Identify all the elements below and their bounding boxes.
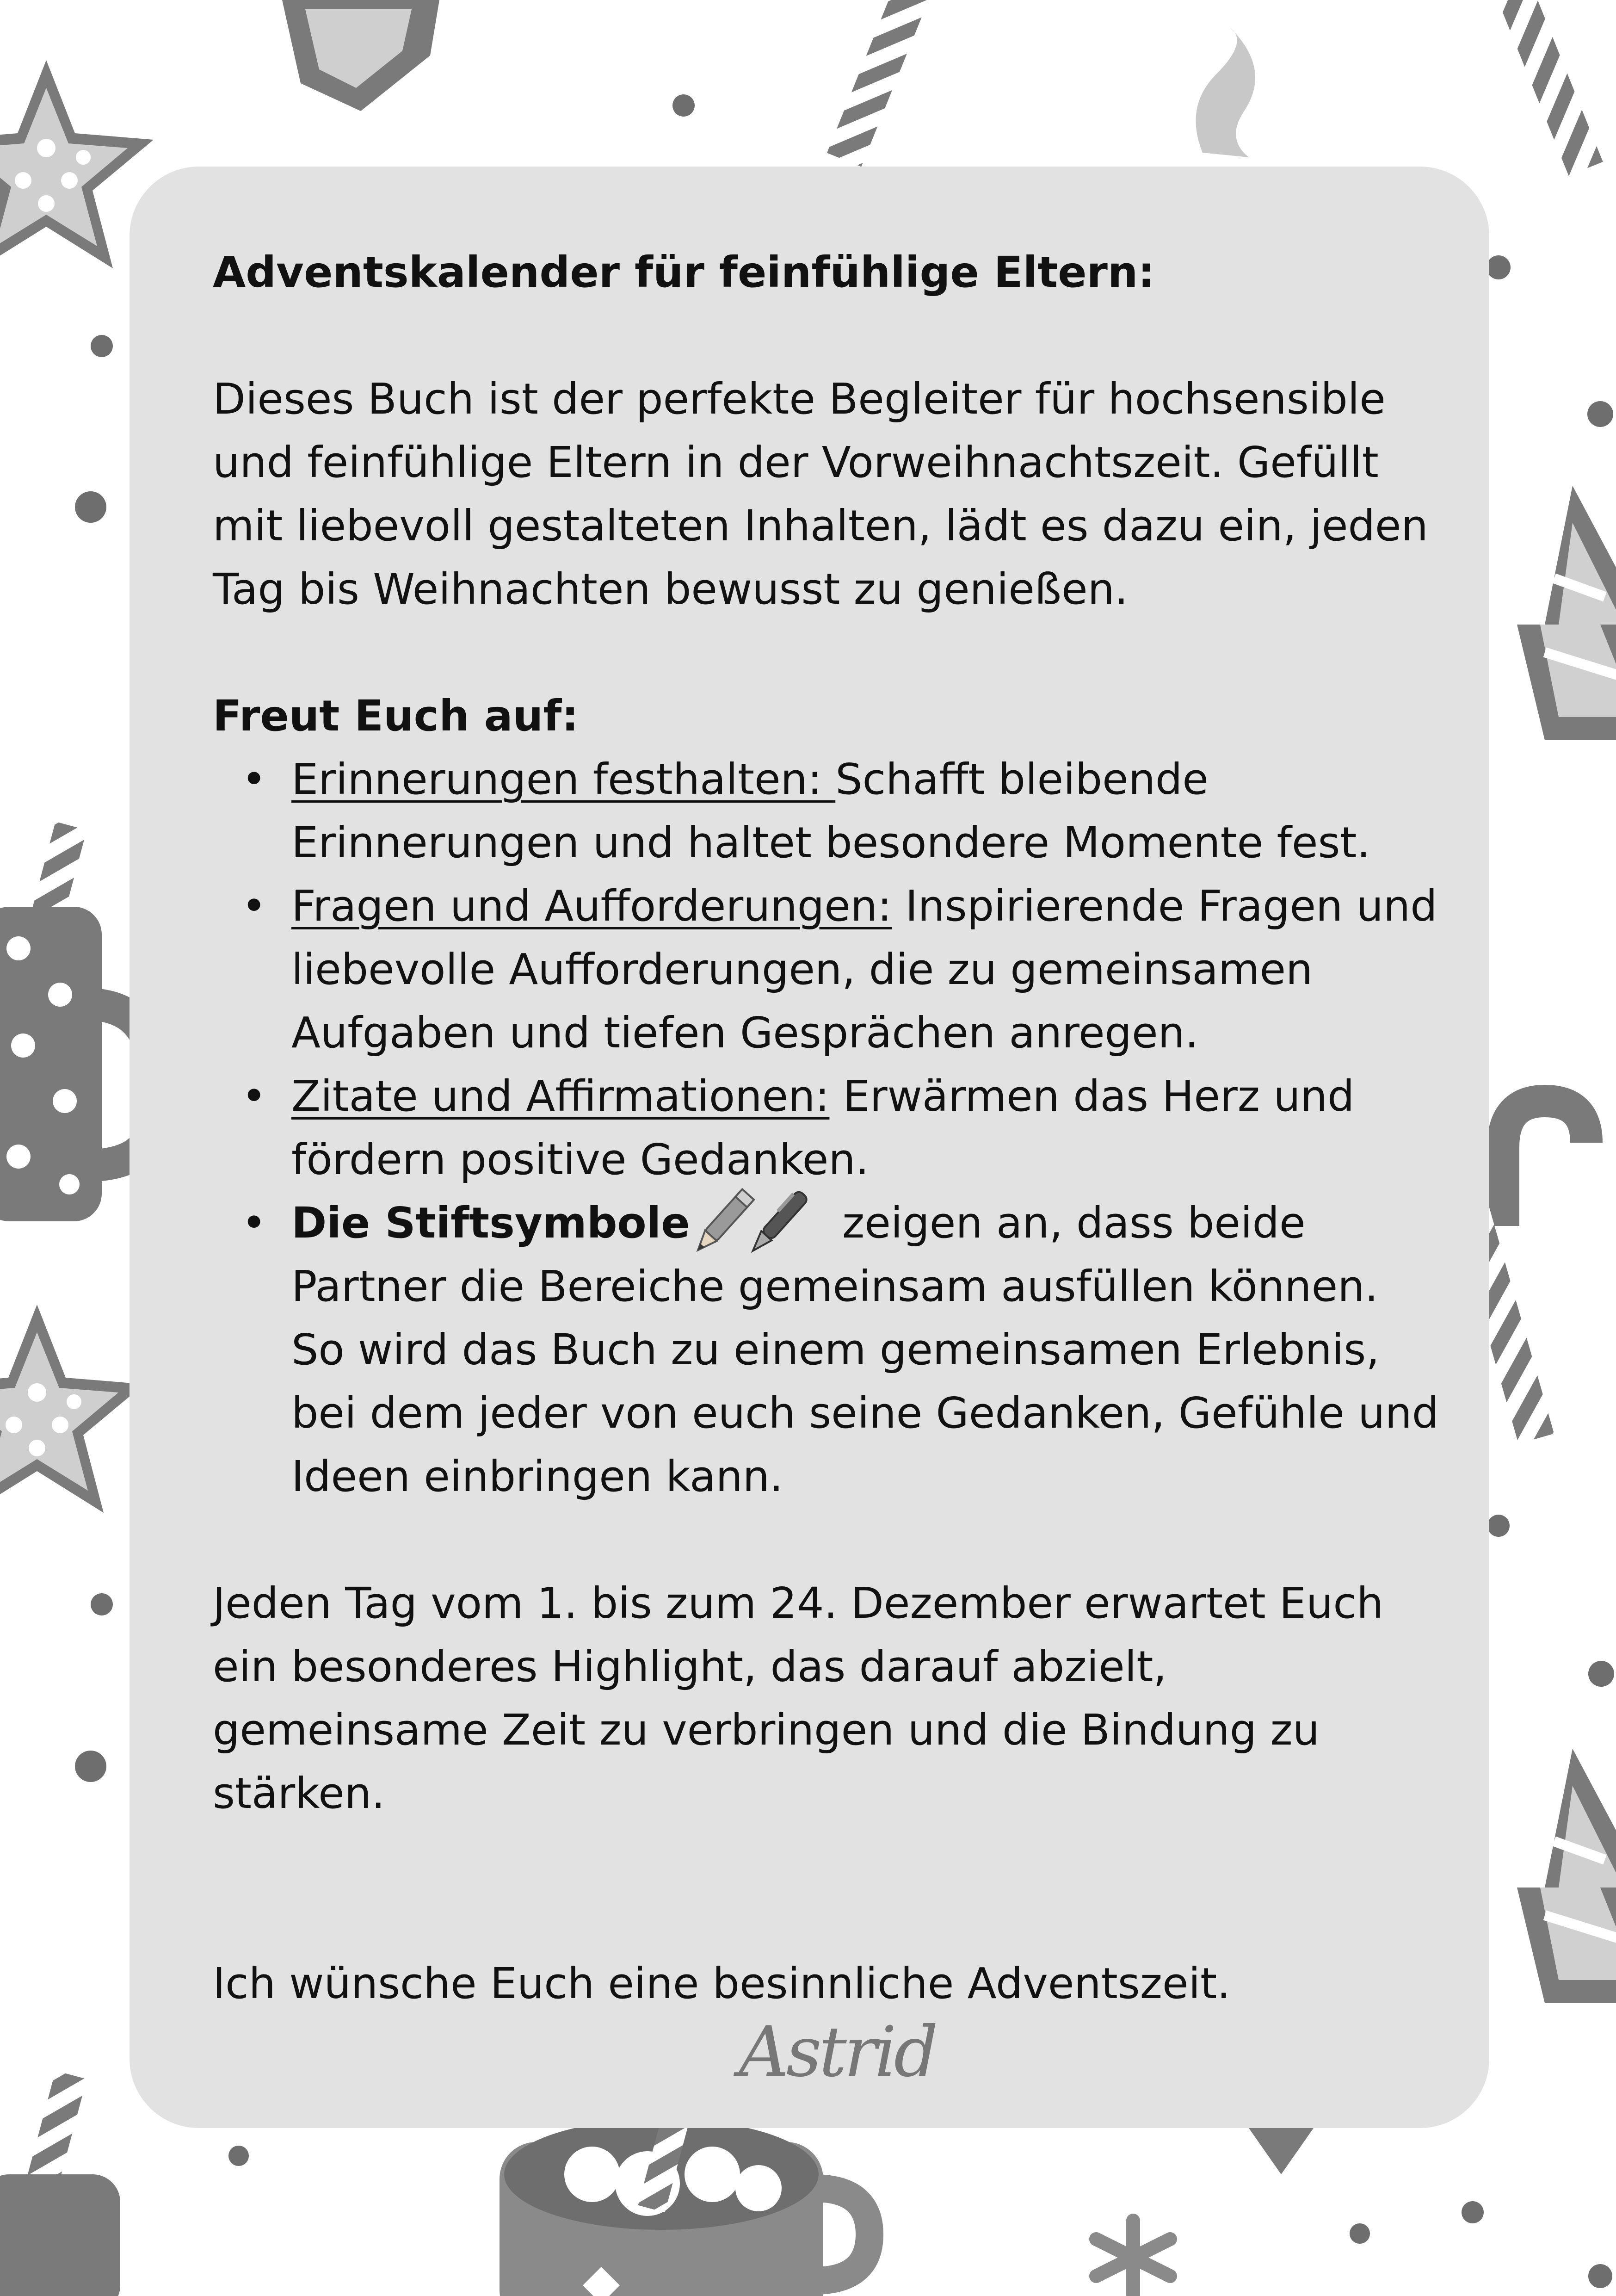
signature: Astrid [739, 2012, 936, 2092]
feature-term: Erinnerungen festhalten: [291, 755, 836, 804]
feature-text: Inspirierende Fragen und liebevolle Aufforderungen, die zu gemeinsamen Aufgaben und tiefen Gesprächen anregen. [291, 881, 1437, 1058]
tree-cookie-icon [282, 0, 439, 111]
feature-term: Fragen und Aufforderungen: [291, 881, 892, 931]
steam-decoration [1196, 28, 1255, 157]
pen-symbols [690, 1191, 829, 1255]
candy-cane-icon [827, 0, 931, 167]
pencil-icon [692, 1189, 754, 1256]
tree-cookie-icon [1517, 1749, 1616, 2003]
features-heading: Freut Euch auf: [213, 691, 579, 741]
bullet: • [241, 1071, 267, 1121]
list-item [241, 874, 1443, 1064]
closing-wish: Ich wünsche Euch eine besinnliche Adventszeit. [213, 1959, 1231, 2008]
intro-paragraph: Dieses Buch ist der perfekte Begleiter für hochsensible und feinfühlige Eltern in der Vorweihnachtszeit. Gefüllt mit liebevoll gestalteten Inhalten, lädt es dazu ein, jeden Tag bis Weihnachten bewusst zu genießen. [213, 374, 1428, 614]
candy-cane-icon [1496, 0, 1603, 176]
tree-cookie-icon [1249, 2128, 1314, 2174]
bullet: • [241, 755, 267, 804]
feature-text: zeigen an, dass beide Partner die Bereiche gemeinsam ausfüllen können. So wird das Buch zu einem gemeinsamen Erlebnis, bei dem jeder von euch seine Gedanken, Gefühle und Ideen einbringen kann. [291, 1198, 1439, 1501]
feature-term: Die Stiftsymbole [291, 1198, 690, 1248]
list-item [241, 1064, 1443, 1191]
snowflake-icon [1096, 2221, 1170, 2295]
content-block [213, 241, 1443, 2094]
feature-term: Zitate und Affirmationen: [291, 1071, 830, 1121]
page-title: Adventskalender für feinfühlige Eltern: [213, 248, 1155, 297]
list-item [241, 1191, 1443, 1508]
features-list [213, 748, 1443, 1508]
pen-icon [746, 1188, 808, 1256]
star-cookie-icon [0, 1305, 144, 1513]
bullet: • [241, 1198, 267, 1248]
bullet: • [241, 881, 267, 931]
feature-text: Erwärmen das Herz und fördern positive Gedanken. [291, 1071, 1355, 1184]
closing-paragraph: Jeden Tag vom 1. bis zum 24. Dezember erwartet Euch ein besonderes Highlight, das darauf abzielt, gemeinsame Zeit zu verbringen und die Bindung zu stärken. [213, 1578, 1384, 1818]
list-item [241, 748, 1443, 874]
feature-text: Schafft bleibende Erinnerungen und haltet besondere Momente fest. [291, 755, 1370, 867]
tree-cookie-icon [1517, 486, 1616, 740]
